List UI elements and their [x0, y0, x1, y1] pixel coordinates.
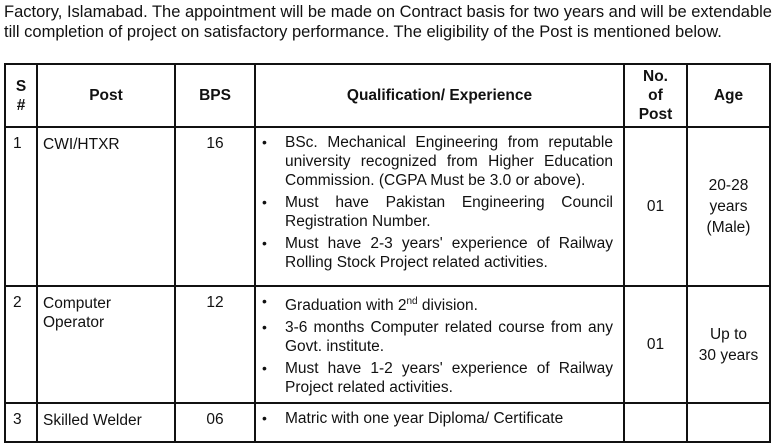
- table-row: [5, 127, 770, 286]
- header-post: Post: [37, 64, 175, 127]
- no-of-post-cell: 01: [624, 127, 687, 286]
- age-cell: [687, 403, 770, 442]
- table-row: [5, 403, 770, 442]
- table-row: [5, 286, 770, 403]
- post-cell: CWI/HTXR: [37, 127, 175, 286]
- bps-cell: 16: [175, 127, 255, 286]
- serial-cell: 3: [5, 403, 37, 442]
- qualification-cell: [255, 127, 624, 286]
- header-bps: BPS: [175, 64, 255, 127]
- qualification-item: • Must have 2-3 years' experience of Railway Rolling Stock Project related activities.: [260, 234, 613, 272]
- qualification-item: • Must have Pakistan Engineering Council Registration Number.: [260, 193, 613, 231]
- serial-cell: 1: [5, 127, 37, 286]
- qualification-item: • Matric with one year Diploma/ Certificate: [260, 409, 613, 428]
- no-of-post-cell: 01: [624, 286, 687, 403]
- qualification-item: • Graduation with 2nd division.: [260, 292, 613, 315]
- table-header-row: [5, 64, 770, 127]
- serial-cell: 2: [5, 286, 37, 403]
- header-age: Age: [687, 64, 770, 127]
- qualification-cell: [255, 403, 624, 442]
- post-cell: Skilled Welder: [37, 403, 175, 442]
- header-serial: S #: [5, 64, 37, 127]
- qualification-item: • BSc. Mechanical Engineering from reputable university recognized from Higher Education Commission. (CGPA Must be 3.0 or above).: [260, 133, 613, 190]
- post-cell: Computer Operator: [37, 286, 175, 403]
- intro-line-2: till completion of project on satisfactory performance. The eligibility of the Post is mentioned below.: [4, 23, 722, 41]
- age-cell: 20-28 years (Male): [687, 127, 770, 286]
- bps-cell: 06: [175, 403, 255, 442]
- header-no-of-post: No. of Post: [624, 64, 687, 127]
- age-cell: Up to 30 years: [687, 286, 770, 403]
- intro-line-1: Factory, Islamabad. The appointment will be made on Contract basis for two years and will be extendable: [4, 3, 772, 21]
- qualification-item: • 3-6 months Computer related course from any Govt. institute.: [260, 318, 613, 356]
- no-of-post-cell: [624, 403, 687, 442]
- intro-paragraph: [4, 2, 772, 42]
- eligibility-table: [4, 63, 771, 443]
- bps-cell: 12: [175, 286, 255, 403]
- qualification-item: • Must have 1-2 years' experience of Railway Project related activities.: [260, 359, 613, 397]
- header-qualification: Qualification/ Experience: [255, 64, 624, 127]
- qualification-cell: [255, 286, 624, 403]
